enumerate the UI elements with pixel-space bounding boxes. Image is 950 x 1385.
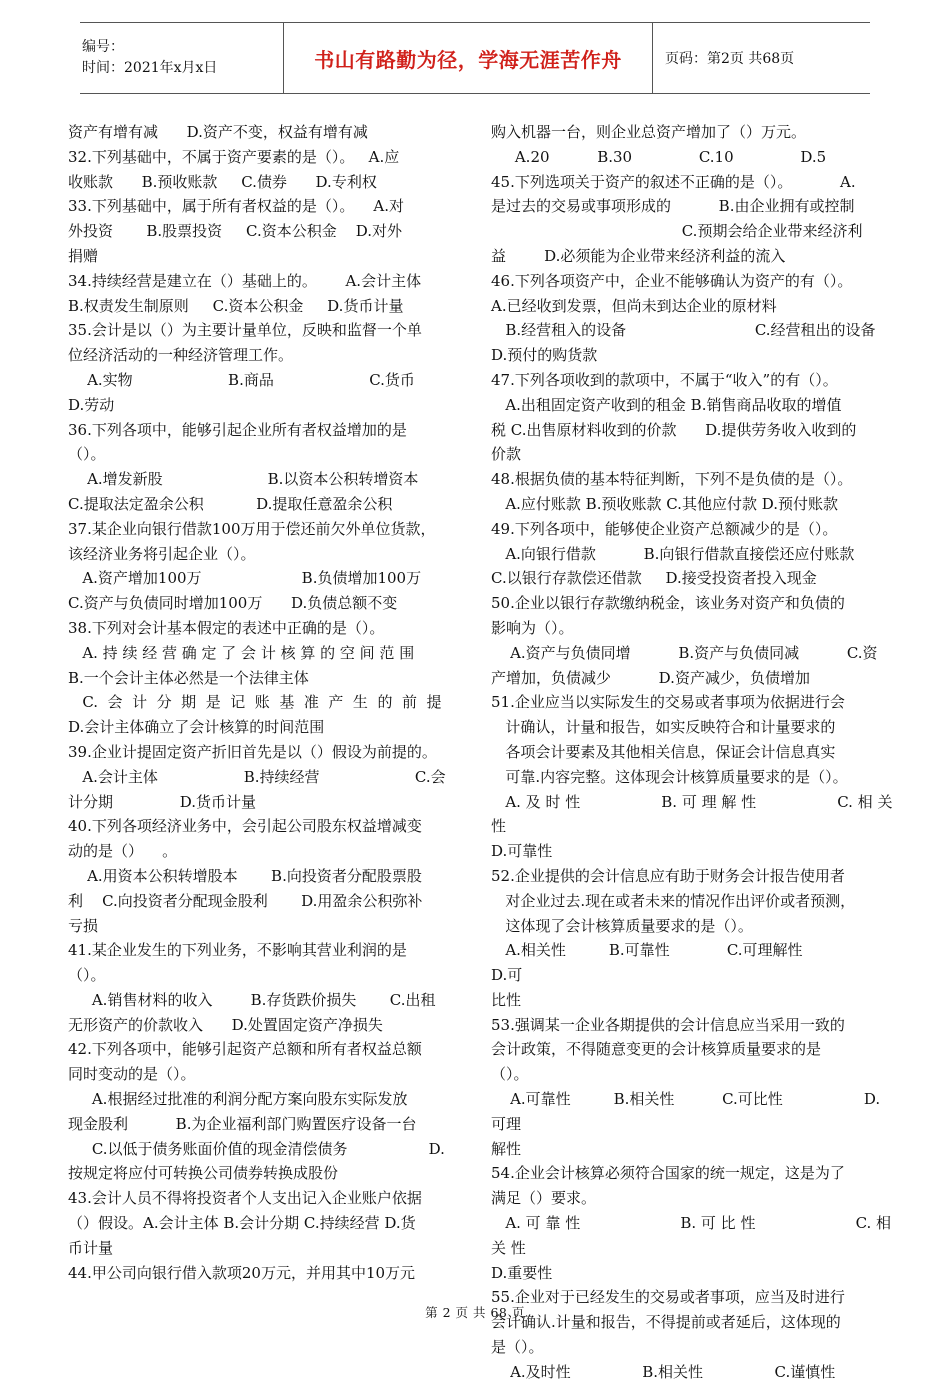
text-line: 48.根据负债的基本特征判断，下列不是负债的是（）。 bbox=[491, 470, 853, 489]
text-line: 资产有增有减 D.资产不变，权益有增有减 bbox=[68, 123, 368, 141]
header-motto: 书山有路勤为径，学海无涯苦作舟 bbox=[314, 47, 622, 72]
text-line: 对企业过去.现在或者未来的情况作出评价或者预测， bbox=[491, 891, 856, 910]
text-line: 动的是（） 。 bbox=[68, 842, 178, 861]
text-line: 比性 bbox=[491, 990, 522, 1009]
text-line: A.会计主体 B.持续经营 C.会 bbox=[68, 767, 446, 786]
text-line: 会计政策，不得随意变更的会计核算质量要求的是 bbox=[491, 1040, 822, 1059]
text-line: A.增发新股 B.以资本公积转增资本 bbox=[68, 470, 419, 489]
text-line: 无形资产的价款收入 D.处置固定资产净损失 bbox=[68, 1015, 383, 1034]
text-line: C.提取法定盈余公积 D.提取任意盈余公积 bbox=[68, 494, 393, 513]
text-line: A.相关性 B.可靠性 C.可理解性 D.可 bbox=[491, 941, 879, 985]
text-line: A. 及 时 性 B. 可 理 解 性 C. 相 关 性 bbox=[491, 792, 898, 836]
text-line: （）。 bbox=[68, 445, 106, 464]
text-line: A. 可 靠 性 B. 可 比 性 C. 相 关 性 bbox=[491, 1214, 896, 1257]
text-line: 税 C.出售原材料收到的价款 D.提供劳务收入收到的 bbox=[491, 420, 857, 439]
text-line: （）。 bbox=[68, 966, 106, 985]
text-line: 该经济业务将引起企业（）。 bbox=[68, 544, 256, 563]
text-line: A.20 B.30 C.10 D.5 bbox=[491, 147, 827, 166]
text-line: 54.企业会计核算必须符合国家的统一规定，这是为了 bbox=[491, 1164, 845, 1183]
text-line: 按规定将应付可转换公司债券转换成股份 bbox=[68, 1164, 339, 1183]
text-line: 33.下列基础中，属于所有者权益的是（）。 A.对 bbox=[68, 197, 405, 216]
text-line: 32.下列基础中，不属于资产要素的是（）。 A.应 bbox=[68, 147, 400, 166]
text-line: 52.企业提供的会计信息应有助于财务会计报告使用者 bbox=[491, 866, 845, 885]
text-line: B.经营租入的设备 C.经营租出的设备 bbox=[491, 321, 876, 340]
text-line: A.资产增加100万 B.负债增加100万 bbox=[68, 569, 422, 588]
text-line: 42.下列各项中，能够引起资产总额和所有者权益总额 bbox=[68, 1040, 422, 1059]
text-line: 39.企业计提固定资产折旧首先是以（）假设为前提的。 bbox=[68, 742, 437, 761]
text-line: 位经济活动的一种经济管理工作。 bbox=[68, 346, 294, 365]
text-line: 45.下列选项关于资产的叙述不正确的是（）。 A. bbox=[491, 172, 856, 191]
page-footer: 第 2 页 共 68 页 bbox=[425, 1305, 525, 1320]
text-line: 利 C.向投资者分配现金股利 D.用盈余公积弥补 bbox=[68, 891, 423, 910]
text-line: C.以低于债务账面价值的现金清偿债务 D. bbox=[68, 1139, 445, 1158]
header-page-cell bbox=[653, 23, 870, 93]
text-line: 51.企业应当以实际发生的交易或者事项为依据进行会 bbox=[491, 693, 845, 712]
text-line: 44.甲公司向银行借入款项20万元，并用其中10万元 bbox=[68, 1263, 416, 1282]
text-line: （）假设。A.会计主体 B.会计分期 C.持续经营 D.货 bbox=[68, 1214, 416, 1233]
text-line: 计确认，计量和报告，如实反映符合和计量要求的 bbox=[491, 718, 836, 737]
text-line: A.根据经过批准的利润分配方案向股东实际发放 bbox=[68, 1090, 408, 1109]
text-line: 满足（）要求。 bbox=[491, 1189, 597, 1208]
text-line: A.实物 B.商品 C.货币 bbox=[68, 370, 415, 389]
text-line: A.销售材料的收入 B.存货跌价损失 C.出租 bbox=[68, 990, 436, 1009]
text-line: 37.某企业向银行借款100万用于偿还前欠外单位货款， bbox=[68, 519, 436, 538]
text-line: 34.持续经营是建立在（）基础上的。 A.会计主体 bbox=[68, 271, 422, 290]
text-line: 36.下列各项中，能够引起企业所有者权益增加的是 bbox=[68, 420, 407, 439]
text-line: 35.会计是以（）为主要计量单位，反映和监督一个单 bbox=[68, 321, 422, 340]
text-line: A.资产与负债同增 B.资产与负债同减 C.资 bbox=[491, 643, 878, 662]
document-number-label: 编号： bbox=[82, 39, 124, 55]
text-line: D.劳动 bbox=[68, 395, 115, 414]
text-line: D.可靠性 bbox=[491, 842, 553, 861]
text-line: C.资产与负债同时增加100万 D.负债总额不变 bbox=[68, 594, 398, 613]
text-line: C.预期会给企业带来经济利 bbox=[491, 222, 863, 241]
text-line: （）。 bbox=[491, 1065, 529, 1084]
text-line: 各项会计要素及其他相关信息，保证会计信息真实 bbox=[491, 742, 836, 761]
text-line: C.以银行存款偿还借款 D.接受投资者投入现金 bbox=[491, 569, 817, 588]
text-line: 同时变动的是（）。 bbox=[68, 1065, 196, 1084]
text-line: 解性 bbox=[491, 1139, 522, 1158]
header-motto-cell bbox=[283, 23, 653, 93]
text-line: 价款 bbox=[491, 445, 522, 464]
text-line: 产增加，负债减少 D.资产减少，负债增加 bbox=[491, 668, 810, 687]
text-line: 捐赠 bbox=[68, 246, 99, 265]
text-line: 是过去的交易或事项形成的 B.由企业拥有或控制 bbox=[491, 197, 855, 216]
text-line: A.用资本公积转增股本 B.向投资者分配股票股 bbox=[68, 866, 422, 885]
text-line: A.向银行借款 B.向银行借款直接偿还应付账款 bbox=[491, 544, 855, 563]
text-line: 计分期 D.货币计量 bbox=[68, 792, 257, 811]
text-line: 购入机器一台，则企业总资产增加了（）万元。 bbox=[491, 123, 807, 141]
text-line: C. 会 计 分 期 是 记 账 基 准 产 生 的 前 提 bbox=[68, 693, 442, 712]
text-line: 亏损 bbox=[68, 916, 99, 935]
text-line: 49.下列各项中，能够使企业资产总额减少的是（）。 bbox=[491, 519, 838, 538]
text-line: 50.企业以银行存款缴纳税金，该业务对资产和负债的 bbox=[491, 594, 845, 613]
text-line: 这体现了会计核算质量要求的是（）。 bbox=[491, 916, 753, 935]
text-line: 38.下列对会计基本假定的表述中正确的是（）。 bbox=[68, 618, 385, 637]
text-line: A.可靠性 B.相关性 C.可比性 D.可理 bbox=[491, 1090, 881, 1133]
page-header bbox=[80, 22, 870, 94]
text-line: 会计确认.计量和报告，不得提前或者延后，这体现的 bbox=[491, 1313, 841, 1332]
header-meta bbox=[80, 23, 283, 93]
text-line: 益 D.必须能为企业带来经济利益的流入 bbox=[491, 246, 786, 265]
text-line: 币计量 bbox=[68, 1238, 114, 1257]
text-line: 55.企业对于已经发生的交易或者事项，应当及时进行 bbox=[491, 1288, 845, 1307]
text-line: 40.下列各项经济业务中，会引起公司股东权益增减变 bbox=[68, 817, 422, 836]
header-page-number: 页码：第2页 共68页 bbox=[665, 51, 795, 67]
text-line: 53.强调某一企业各期提供的会计信息应当采用一致的 bbox=[491, 1015, 845, 1034]
text-line: A.已经收到发票，但尚未到达企业的原材料 bbox=[491, 296, 777, 315]
text-line: 外投资 B.股票投资 C.资本公积金 D.对外 bbox=[68, 222, 403, 241]
text-line: A.应付账款 B.预收账款 C.其他应付款 D.预付账款 bbox=[491, 494, 838, 513]
text-line: 46.下列各项资产中，企业不能够确认为资产的有（）。 bbox=[491, 271, 853, 290]
document-time-label: 时间：2021年x月x日 bbox=[82, 60, 218, 76]
left-text-column bbox=[68, 120, 466, 1285]
text-line: 收账款 B.预收账款 C.债券 D.专利权 bbox=[68, 172, 377, 191]
text-line: 47.下列各项收到的款项中，不属于“收入”的有（）。 bbox=[491, 370, 838, 389]
text-line: A.出租固定资产收到的租金 B.销售商品收取的增值 bbox=[491, 395, 842, 414]
text-line: D.会计主体确立了会计核算的时间范围 bbox=[68, 718, 325, 737]
text-line: 是（）。 bbox=[491, 1338, 544, 1357]
text-line: B.权责发生制原则 C.资本公积金 D.货币计量 bbox=[68, 296, 404, 315]
text-line: D.预付的购货款 bbox=[491, 346, 598, 365]
text-line: A.及时性 B.相关性 C.谨慎性 bbox=[491, 1362, 836, 1381]
text-line: B.一个会计主体必然是一个法律主体 bbox=[68, 668, 309, 687]
text-line: 可靠.内容完整。这体现会计核算质量要求的是（）。 bbox=[491, 767, 848, 786]
text-line: D.重要性 bbox=[491, 1263, 553, 1282]
right-text-column bbox=[491, 120, 898, 1385]
text-line: A. 持 续 经 营 确 定 了 会 计 核 算 的 空 间 范 围 bbox=[68, 643, 415, 662]
text-line: 41.某企业发生的下列业务，不影响其营业利润的是 bbox=[68, 941, 407, 960]
text-line: 43.会计人员不得将投资者个人支出记入企业账户依据 bbox=[68, 1189, 422, 1208]
text-line: 影响为（）。 bbox=[491, 618, 574, 637]
text-line: 现金股利 B.为企业福利部门购置医疗设备一台 bbox=[68, 1114, 417, 1133]
